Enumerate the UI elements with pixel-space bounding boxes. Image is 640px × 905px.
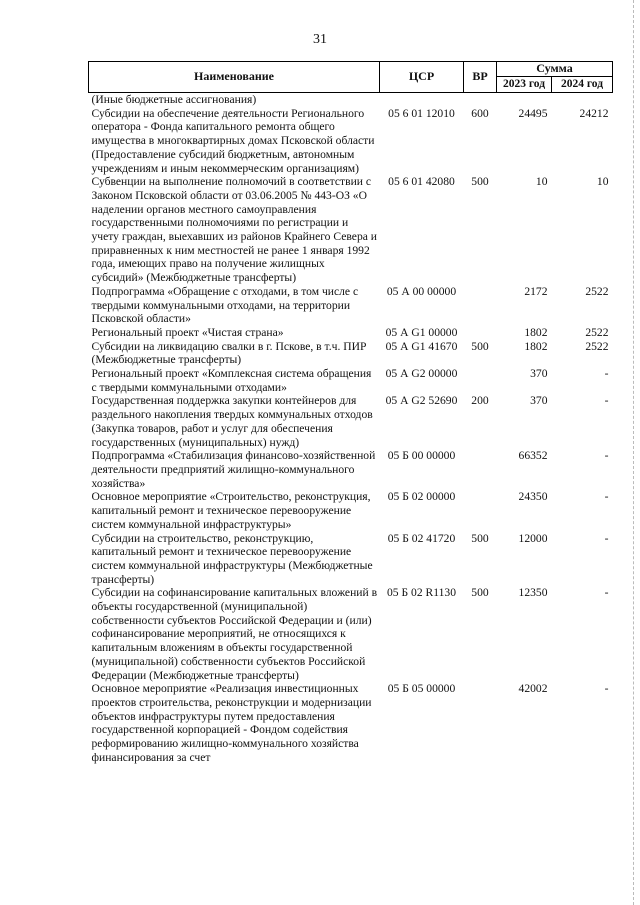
row-2023-cell: 12350: [518, 586, 548, 600]
row-2023-cell: 42002: [518, 682, 548, 696]
table-row: [89, 490, 613, 531]
row-csr-cell: 05 6 01 12010: [388, 106, 455, 120]
row-csr-cell: 05 6 01 42080: [388, 175, 455, 189]
row-2024-cell: 10: [596, 175, 609, 189]
row-vr-cell: [464, 326, 497, 340]
header-csr: ЦСР: [380, 62, 464, 93]
row-2024-cell: 2522: [585, 325, 609, 339]
table-row: [89, 586, 613, 682]
row-vr-cell: [464, 93, 497, 107]
row-name-cell: Субсидии на ликвидацию свалки в г. Пскове, в т.ч. ПИР (Межбюджетные трансферты): [91, 339, 367, 367]
row-2024-cell: 2522: [585, 339, 609, 353]
row-vr-cell: [464, 367, 497, 394]
row-2023-cell: 1802: [524, 339, 548, 353]
table-row: [89, 285, 613, 326]
row-csr-cell: 05 А G1 00000: [385, 325, 458, 339]
row-csr-cell: 05 Б 02 41720: [387, 531, 456, 545]
row-vr-cell: 500: [471, 531, 489, 545]
row-2023-cell: 24495: [518, 106, 548, 120]
row-csr-cell: 05 А G2 00000: [385, 367, 458, 381]
row-vr-cell: [464, 449, 497, 490]
table-row: [89, 394, 613, 449]
row-2024-cell: 24212: [579, 106, 609, 120]
row-2023-cell: 370: [530, 367, 548, 381]
header-year-2023: 2023 год: [497, 76, 552, 92]
row-2024-cell: -: [604, 490, 609, 504]
row-vr-cell: 500: [471, 339, 489, 353]
row-2023-cell: 370: [530, 394, 548, 408]
row-2023-cell: 10: [535, 175, 548, 189]
row-csr-cell: 05 А G1 41670: [385, 339, 458, 353]
table-body: [89, 93, 613, 765]
row-name-cell: Региональный проект «Чистая страна»: [91, 325, 284, 339]
budget-table: [88, 61, 613, 764]
row-name-cell: Субсидии на строительство, реконструкцию, капитальный ремонт и техническое перевооружение систем коммунальной инфраструктуры (Межбюджетные трансферты): [91, 531, 373, 586]
table-row: [89, 175, 613, 285]
row-name-cell: Государственная поддержка закупки контейнеров для раздельного накопления твердых коммунальных отходов (Закупка товаров, работ и услуг для обеспечения государственных (муниципальных) нужд): [91, 394, 373, 449]
table-row: [89, 93, 613, 107]
row-2023-cell: 12000: [518, 531, 548, 545]
row-2023-cell: 66352: [518, 449, 548, 463]
page-edge-divider: [632, 0, 634, 905]
row-vr-cell: 500: [471, 586, 489, 600]
row-name-cell: Региональный проект «Комплексная система обращения с твердыми коммунальными отходами»: [91, 367, 372, 394]
row-csr-cell: 05 А G2 52690: [385, 394, 458, 408]
row-csr-cell: 05 Б 02 00000: [387, 490, 456, 504]
row-csr-cell: 05 Б 02 R1130: [386, 586, 457, 600]
table-header: [89, 62, 613, 93]
row-2023-cell: [497, 93, 552, 107]
row-csr-cell: 05 А 00 00000: [386, 284, 457, 298]
row-2023-cell: 1802: [524, 325, 548, 339]
row-2023-cell: 2172: [524, 284, 548, 298]
row-vr-cell: 500: [471, 175, 489, 189]
row-name-cell: Подпрограмма «Стабилизация финансово-хозяйственной деятельности предприятий жилищно-коммунального хозяйства»: [91, 449, 376, 490]
row-vr-cell: [464, 285, 497, 326]
row-name-cell: (Иные бюджетные ассигнования): [91, 93, 257, 106]
row-name-cell: Основное мероприятие «Строительство, реконструкция, капитальный ремонт и техническое перевооружение систем коммунальной инфраструктуры»: [91, 490, 371, 531]
row-2024-cell: 2522: [585, 284, 609, 298]
header-vr: ВР: [464, 62, 497, 93]
row-2024-cell: -: [604, 394, 609, 408]
row-csr-cell: 05 Б 05 00000: [387, 682, 456, 696]
row-name-cell: Субсидии на софинансирование капитальных вложений в объекты государственной (муниципальной) собственности субъектов Российской Федерации и (или) софинансирование мероприятий, не относящихся к капитальным вложениям в объекты государственной (муниципальной) собственности субъектов Российской Федерации (Межбюджетные трансферты): [91, 586, 378, 682]
row-csr-cell: [380, 93, 464, 107]
row-2024-cell: -: [604, 367, 609, 381]
row-name-cell: Основное мероприятие «Реализация инвестиционных проектов строительства, реконструкции и модернизации объектов инфраструктуры путем предоставления государственной корпорацией - Фондом содействия реформированию жилищно-коммунального хозяйства финансирования за счет: [91, 682, 372, 764]
row-2024-cell: [552, 93, 613, 107]
row-vr-cell: [464, 490, 497, 531]
header-name: Наименование: [89, 62, 380, 93]
table-row: [89, 326, 613, 340]
row-vr-cell: [464, 682, 497, 764]
row-vr-cell: 600: [471, 106, 489, 120]
row-2024-cell: -: [604, 586, 609, 600]
row-2024-cell: -: [604, 449, 609, 463]
row-vr-cell: 200: [471, 394, 489, 408]
table-row: [89, 107, 613, 176]
row-csr-cell: 05 Б 00 00000: [387, 449, 456, 463]
header-sum: Сумма: [497, 62, 613, 77]
page-number: 31: [313, 32, 327, 47]
row-2024-cell: -: [604, 531, 609, 545]
table-row: [89, 340, 613, 367]
row-name-cell: Субсидии на обеспечение деятельности Регионального оператора - Фонда капитального ремонта общего имущества в многоквартирных домах Псковской области (Предоставление субсидий бюджетным, автономным учреждениям и иным некоммерческим организациям): [91, 106, 375, 175]
table-row: [89, 449, 613, 490]
row-name-cell: Подпрограмма «Обращение с отходами, в том числе с твердыми коммунальными отходами, на территории Псковской области»: [91, 284, 359, 326]
row-name-cell: Субвенции на выполнение полномочий в соответствии с Законом Псковской области от 03.06.2005 № 443-ОЗ «О наделении органов местного самоуправления государственными полномочиями по регистрации и учету граждан, выехавших из районов Крайнего Севера и приравненных к ним местностей не ранее 1 января 1992 года, имеющих право на получение жилищных субсидий» (Межбюджетные трансферты): [91, 175, 377, 285]
header-year-2024: 2024 год: [552, 76, 613, 92]
row-2023-cell: 24350: [518, 490, 548, 504]
table-row: [89, 367, 613, 394]
table-row: [89, 682, 613, 764]
row-2024-cell: -: [604, 682, 609, 696]
table-row: [89, 532, 613, 587]
